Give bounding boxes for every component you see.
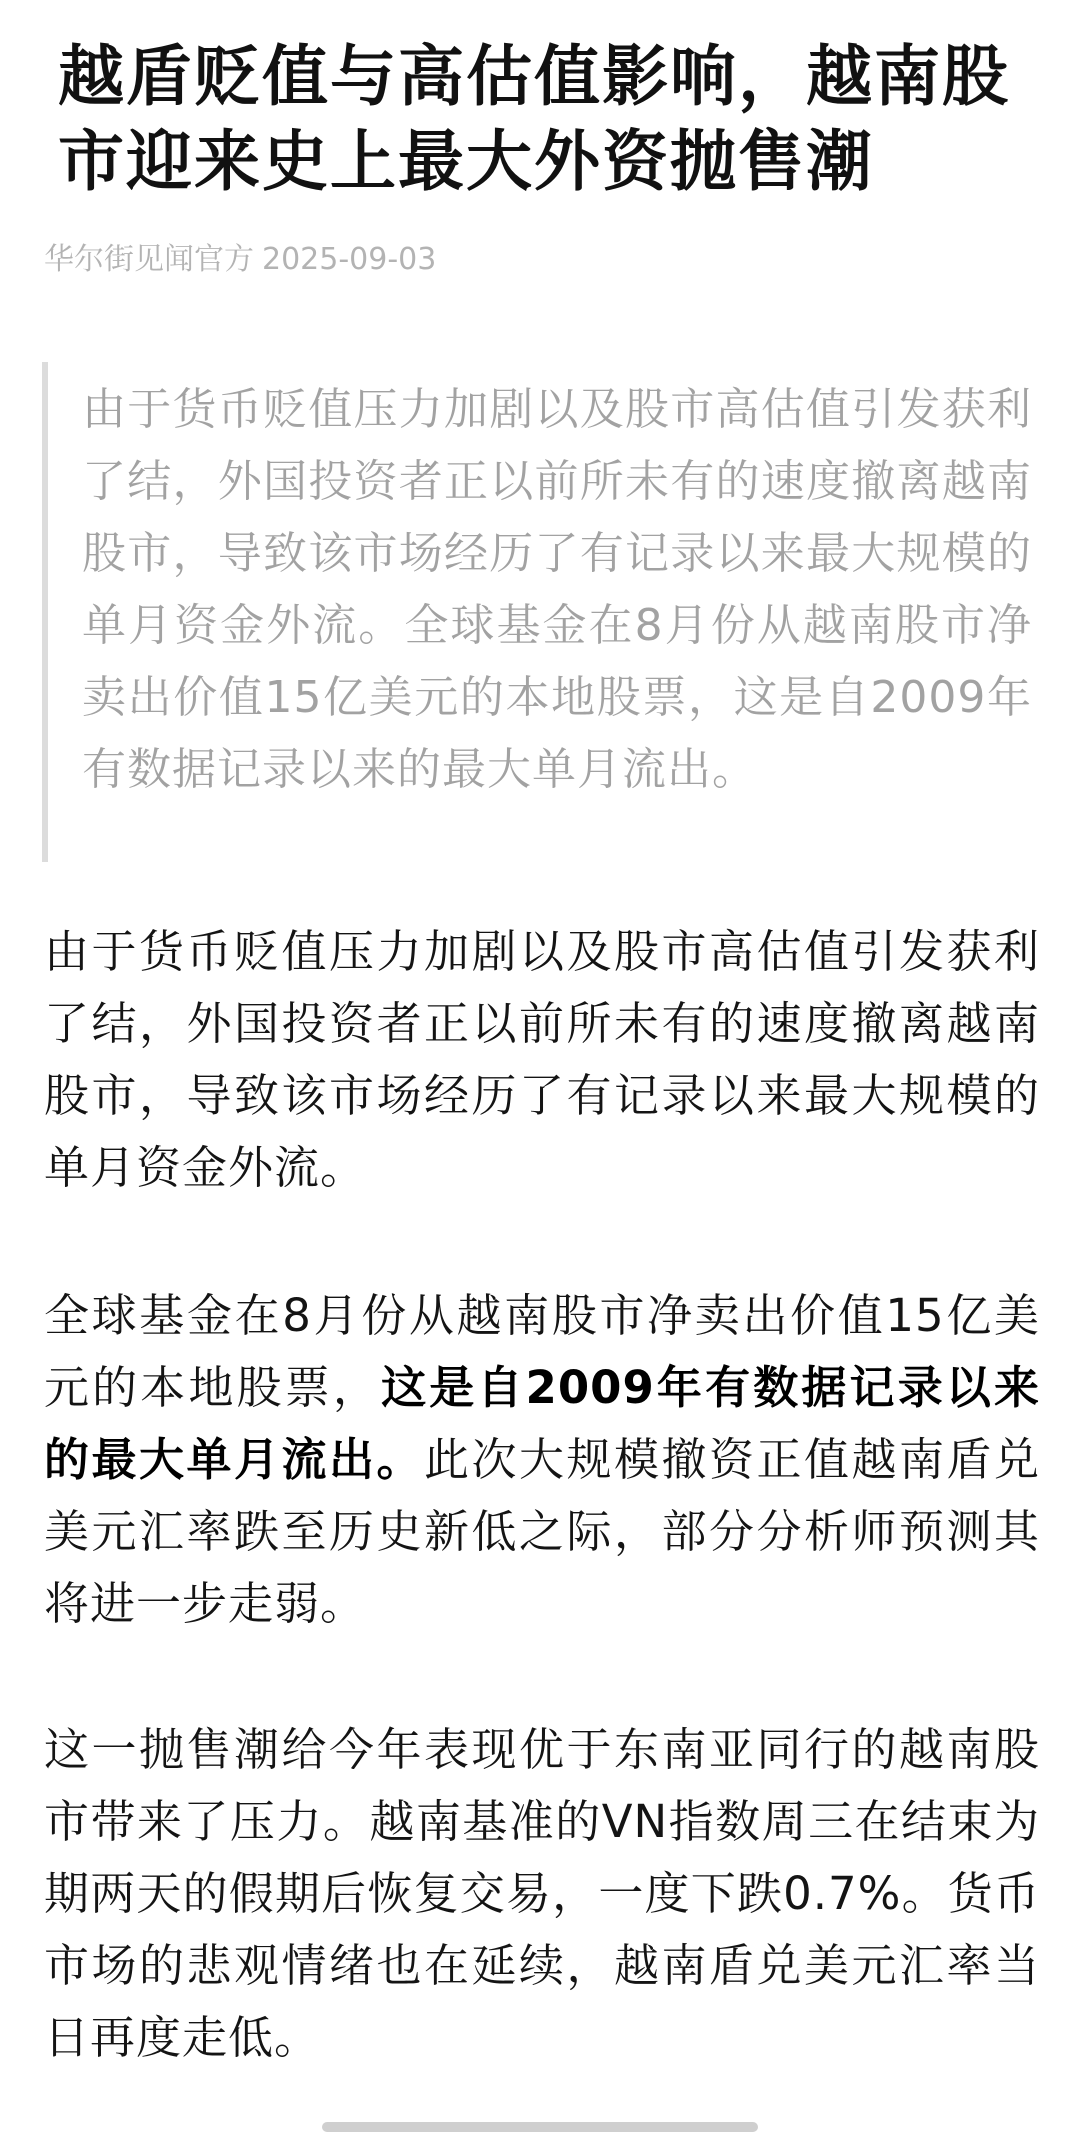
paragraph-2-end: 此次大规模撤资正值越南盾兑美元汇率跌至历史新低之际，部分分析师预测其将进一步走弱。: [44, 1433, 1040, 1630]
paragraph-2: [44, 1280, 1040, 1640]
paragraph-1: 由于货币贬值压力加剧以及股市高估值引发获利了结，外国投资者正以前所未有的速度撤离越南股市，导致该市场经历了有记录以来最大规模的单月资金外流。: [44, 925, 1040, 1194]
paragraph-2-highlight: 这是自2009年有数据记录以来的最大单月流出。: [44, 1361, 1040, 1486]
paragraph-2-start: 全球基金在8月份从越南股市净卖出价值15亿美元的本地股票，: [44, 1289, 1040, 1414]
article-meta: [44, 240, 444, 280]
article-summary-quote: [42, 362, 1040, 862]
article-source[interactable]: 华尔街见闻官方: [44, 242, 254, 277]
article-title: 越盾贬值与高估值影响，越南股市迎来史上最大外资抛售潮: [58, 38, 1010, 200]
summary-text: 由于货币贬值压力加剧以及股市高估值引发获利了结，外国投资者正以前所未有的速度撤离越南股市，导致该市场经历了有记录以来最大规模的单月资金外流。全球基金在8月份从越南股市净卖出价值15亿美元的本地股票，这是自2009年有数据记录以来的最大单月流出。: [82, 384, 1032, 795]
paragraph-3: 这一抛售潮给今年表现优于东南亚同行的越南股市带来了压力。越南基准的VN指数周三在结束为期两天的假期后恢复交易，一度下跌0.7%。货币市场的悲观情绪也在延续，越南盾兑美元汇率当日再度走低。: [44, 1723, 1040, 2064]
home-indicator-bar[interactable]: [322, 2122, 758, 2132]
article-date: 2025-09-03: [262, 242, 437, 277]
